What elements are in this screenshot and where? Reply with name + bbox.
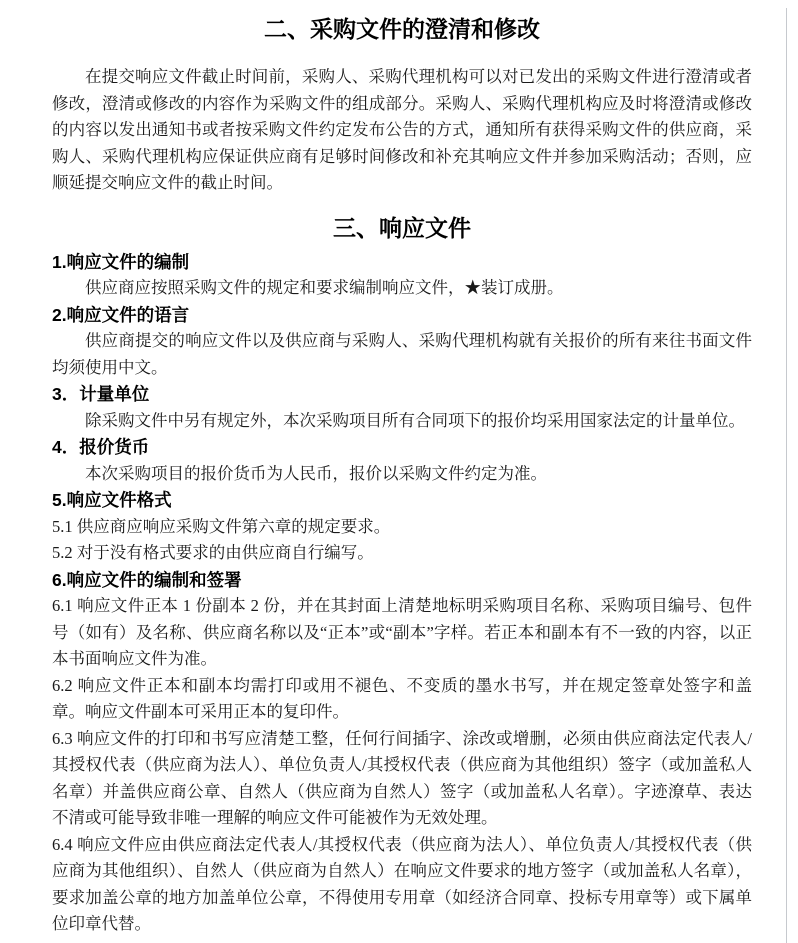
doc-heading-1: 1.响应文件的编制 xyxy=(52,251,190,272)
doc-paragraph-6-3: 6.3 响应文件的打印和书写应清楚工整，任何行间插字、涂改或增删，必须由供应商法定代表人/其授权代表（供应商为法人）、单位负责人/其授权代表（供应商为其他组织）签字（或加盖私人名章）并盖供应商公章、自然人（供应商为自然人）签字（或加盖私人名章）。字迹潦草、表达不清或可能导致非唯一理解的响应文件可能被作为无效处理。 xyxy=(52,728,752,827)
section-2-paragraph: 在提交响应文件截止时间前，采购人、采购代理机构可以对已发出的采购文件进行澄清或者修改，澄清或修改的内容作为采购文件的组成部分。采购人、采购代理机构应及时将澄清或修改的内容以发出通知书或者按采购文件约定发布公告的方式，通知所有获得采购文件的供应商，采购人、采购代理机构应保证供应商有足够时间修改和补充其响应文件并参加采购活动；否则，应顺延提交响应文件的截止时间。 xyxy=(52,67,752,192)
section-2-title: 二、采购文件的澄清和修改 xyxy=(264,16,540,42)
page-edge-line xyxy=(786,8,787,943)
doc-paragraph-6-2: 6.2 响应文件正本和副本均需打印或用不褪色、不变质的墨水书写，并在规定签章处签字和盖章。响应文件副本可采用正本的复印件。 xyxy=(52,675,752,721)
section-3-title: 三、响应文件 xyxy=(333,214,471,241)
doc-heading-2: 2.响应文件的语言 xyxy=(52,304,190,325)
doc-paragraph-2: 供应商提交的响应文件以及供应商与采购人、采购代理机构就有关报价的所有来往书面文件均须使用中文。 xyxy=(52,331,752,377)
doc-heading-4: 4．报价货币 xyxy=(52,437,150,457)
doc-paragraph-5-2: 5.2 对于没有格式要求的由供应商自行编写。 xyxy=(52,543,374,562)
doc-paragraph-1: 供应商应按照采购文件的规定和要求编制响应文件，★装订成册。 xyxy=(85,278,564,297)
doc-heading-6: 6.响应文件的编制和签署 xyxy=(52,569,242,590)
doc-paragraph-3: 除采购文件中另有规定外，本次采购项目所有合同项下的报价均采用国家法定的计量单位。 xyxy=(85,410,745,430)
document-body xyxy=(52,6,752,938)
doc-paragraph-6-4: 6.4 响应文件应由供应商法定代表人/其授权代表（供应商为法人）、单位负责人/其授权代表（供应商为其他组织）、自然人（供应商为自然人）在响应文件要求的地方签字（或加盖私人名章），要求加盖公章的地方加盖单位公章，不得使用专用章（如经济合同章、投标专用章等）或下属单位印章代替。 xyxy=(52,834,752,933)
doc-paragraph-5-1: 5.1 供应商应响应采购文件第六章的规定要求。 xyxy=(52,516,391,536)
doc-heading-5: 5.响应文件格式 xyxy=(52,490,172,510)
doc-paragraph-6-1: 6.1 响应文件正本 1 份副本 2 份，并在其封面上清楚地标明采购项目名称、采购项目编号、包件号（如有）及名称、供应商名称以及“正本”或“副本”字样。若正本和副本有不一致的内容，以正本书面响应文件为准。 xyxy=(52,596,752,668)
doc-paragraph-4: 本次采购项目的报价货币为人民币，报价以采购文件约定为准。 xyxy=(85,463,547,483)
doc-heading-3: 3．计量单位 xyxy=(52,384,150,404)
